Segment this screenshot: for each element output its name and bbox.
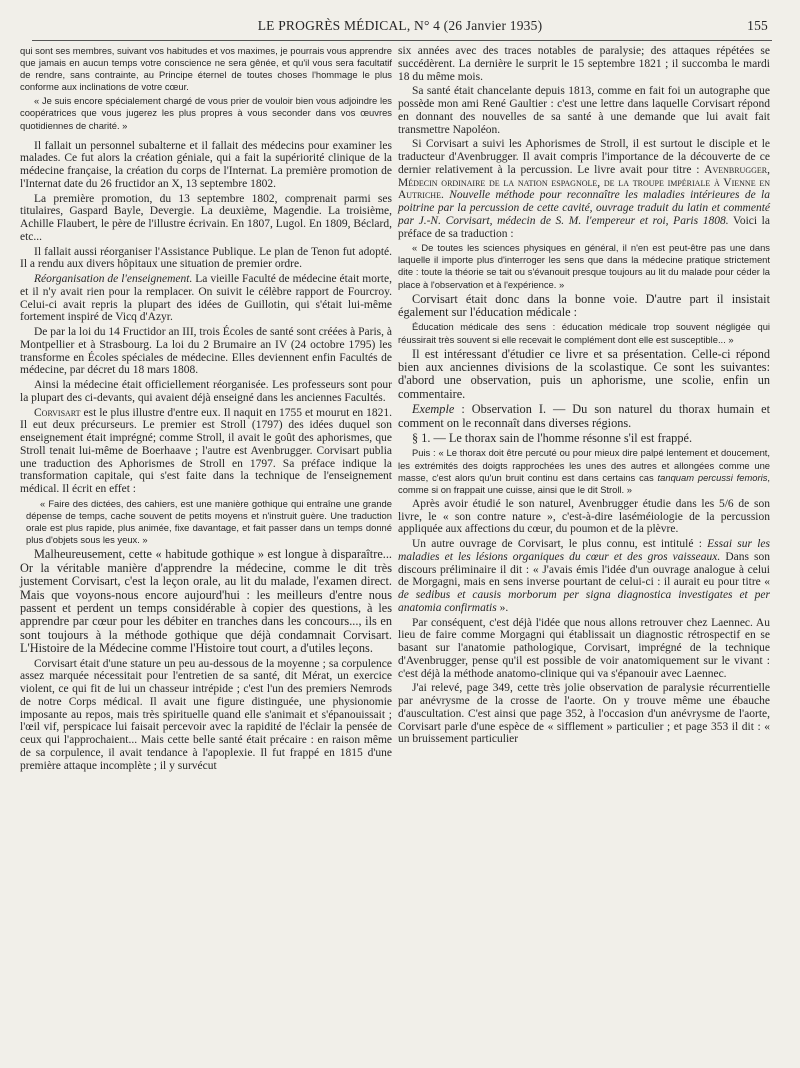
paragraph-exemple: Exemple : Observation I. — Du son naturel du thorax humain et comment on le reconnaît dans diverses régions. (398, 402, 770, 430)
section-heading: Réorganisation de l'enseignement. (34, 273, 193, 286)
right-column (398, 45, 770, 748)
paragraph-autographe: Sa santé était chancelante depuis 1813, comme en fait foi un autographe que possède mon ami René Gaultier : c'est une lettre dans laquelle Corvisart répond en donnant des nouvelles de sa santé à une demande que lui avait fait transmettre Napoléon. (398, 85, 770, 136)
paragraph-avenbrugger: Si Corvisart a suivi les Aphorismes de Stroll, il est surtout le disciple et le traducteur d'Avenbrugger. Il avait compris l'importance de la découverte de ce dernier relativement à la percussion. Le livre avait pour titre : Avenbrugger, Médecin ordinaire de la nation espagnole, de la troupe impériale à Vienne en Autriche. Nouvelle méthode pour reconnaître les maladies intérieures de la poitrine par la percussion de cette cavité, ouvrage traduit du latin et commenté par J.-N. Corvisart, médecin de S. M. l'empereur et roi, Paris 1808. Voici la préface de sa traduction : (398, 138, 770, 240)
book-title: Nouvelle méthode pour reconnaître les maladies intérieures de la poitrine par la percussion de cette cavité, ouvrage traduit du latin et commenté par J.-N. Corvisart, médecin de S. M. l'empereur et roi, Paris 1808. (398, 189, 770, 227)
paragraph-internat: Il fallait un personnel subalterne et il fallait des médecins pour examiner les malades. Ce fut alors la création géniale, qui a fait la supériorité clinique de la médecine française, la création du corps de l'Internat. La première promotion de l'Internat date du 26 fructidor an X, 13 septembre 1802. (20, 139, 392, 190)
header-rule (32, 40, 772, 41)
paragraph-last-years: six années avec des traces notables de paralysie; des attaques répétées se succédèrent. La dernière le surprit le 15 septembre 1821 ; il succomba le mardi 18 du même mois. (398, 45, 770, 83)
name-corvisart: Corvisart (34, 406, 81, 419)
paragraph-ecoles-de-sante: De par la loi du 14 Fructidor an III, trois Écoles de santé sont créées à Paris, à Montpellier et à Strasbourg. La loi du 2 Brumaire an IV (24 octobre 1795) les transforme en Écoles spéciales de médecine. Elles deviennent enfin Facultés de médecine, par décret du 18 mars 1808. (20, 326, 392, 377)
paragraph-corvisart: Corvisart est le plus illustre d'entre eux. Il naquit en 1755 et mourut en 1821. Il eut deux précurseurs. Le premier est Stroll (1797) des idées duquel son enseignement était imprégné; comme Stroll, il avait le goût des aphorismes, que Stroll tenait lui-même de Boerhaave ; l'autre est Avenbrugger. Corvisart publia une traduction des Aphorismes de Stroll en 1797. Sa préface indique la transformation capitale, qui s'est faite dans la technique de l'enseignement médical. Il écrit en effet : (20, 406, 392, 496)
paragraph-promotions: La première promotion, du 13 septembre 1802, comprenait parmi ses titulaires, Gaspard Bayle, Devergie. La deuxième, Magendie. La troisième, Achille Flaubert, le père de l'illustre écrivain. En 1807, Lugol. En 1809, Béclard, etc... (20, 192, 392, 243)
paragraph-observation-349: J'ai relevé, page 349, cette très jolie observation de paralysie récurrentielle par anévrysme de la crosse de l'aorte. On y trouve même une ébauche d'auscultation. C'est ainsi que page 352, à l'occasion d'un anévrysme de l'aorte, Corvisart parle d'une espèce de « sifflement » particulier ; et page 353 il dit : « un bruissement particulier (398, 682, 770, 746)
paragraph-laennec: Par conséquent, c'est déjà l'idée que nous allons retrouver chez Laennec. Au lieu de faire comme Morgagni qui établissait un diagnostic rétrospectif en se basant sur l'anatomie pathologique, Corvisart, imprégné de la technique d'Avenbrugger, pense qu'il est possible de voir anatomiquement sur le vivant : c'est déjà la méthode anatomo-clinique qui va s'épanouir avec Laennec. (398, 616, 770, 680)
paragraph-essai: Un autre ouvrage de Corvisart, le plus connu, est intitulé : Essai sur les maladies et les lésions organiques du cœur et des gros vaisseaux. Dans son discours préliminaire il dit : « J'avais émis l'idée d'un ouvrage analogue à celui de Morgagni, mais en sens inverse pourtant de celui-ci : il aurait eu pour titre « de sedibus et causis morborum per signa diagnostica investigates et per anatomia confirmatis ». (398, 538, 770, 614)
left-column (20, 45, 392, 774)
letter-quote-end: qui sont ses membres, suivant vos habitudes et vos maximes, je pourrais vous apprendre que jamais en aucun temps votre conscience ne sera gênée, et qu'il vous sera facultatif de rendre, sans contrainte, au Principe éternel de toutes choses l'hommage le plus conforme aux inclinations de votre cœur. (20, 45, 392, 93)
quote-dictees: « Faire des dictées, des cahiers, est une manière gothique qui entraîne une grande dépense de temps, cache souvent de petits moyens et n'instruit guère. Une traduction orale est plus rapide, plus animée, fixe davantage, et fait passer dans un temps donné plus d'objets sous les yeux. » (26, 497, 392, 546)
quote-percussion: Puis : « Le thorax doit être percuté ou pour mieux dire palpé lentement et doucement, les extrémités des doigts rapprochées les unes des autres et allongées comme une masse, c'est alors qu'un bruit continu est dans certains cas tanquam percussi femoris, comme si on frappait une cuisse, ainsi que le dit Stroll. » (398, 447, 770, 495)
paragraph-assistance-publique: Il fallait aussi réorganiser l'Assistance Publique. Le plan de Tenon fut adopté. Il a rendu aux divers hôpitaux une situation de premier ordre. (20, 245, 392, 271)
paragraph-presentation: Il est intéressant d'étudier ce livre et sa présentation. Celle-ci répond bien aux anciennes divisions de la scolastique. Ce sont les suivantes: d'abord une observation, puis un aphorisme, une scolie, enfin un commentaire. (398, 346, 770, 401)
paragraph-thorax: § 1. — Le thorax sain de l'homme résonne s'il est frappé. (412, 431, 693, 446)
paragraph-portrait: Corvisart était d'une stature un peu au-dessous de la moyenne ; sa corpulence assez marquée nécessitait pour l'entretien de sa santé, dit Mérat, un exercice violent, ce qui fit de lui un chasseur intrépide ; c'est l'un des premiers Nemrods de notre Corps médical. Il avait une figure distinguée, une physionomie imposante au repos, mais très spirituelle quand elle s'animait et s'épanouissait ; l'œil vif, perspicace lui faisait percevoir avec la rapidité de l'éclair la pensée de ceux qui l'approchaient... Mais cette belle santé était précaire : en raison même de sa corpulence, il avait tendance à l'apoplexie. Il fut frappé en 1815 d'une première attaque incomplète ; il y survécut (20, 657, 392, 772)
page-number: 155 (747, 18, 768, 33)
journal-title: LE PROGRÈS MÉDICAL, N° 4 (26 Janvier 1935) (257, 18, 543, 33)
paragraph-bonne-voie: Corvisart était donc dans la bonne voie. D'autre part il insistait également sur l'éducation médicale : (398, 291, 770, 320)
paragraph-son-naturel: Après avoir étudié le son naturel, Avenbrugger étudie dans les 5/6 de son livre, le « son contre nature », c'est-à-dire laséméiologie de la percussion appliquée aux affections du cœur, du poumon et de la plèvre. (398, 497, 770, 536)
letter-quote-charity: « Je suis encore spécialement chargé de vous prier de vouloir bien vous adjoindre les coopératrices que vous jugerez les plus propres à vous seconder dans vos œuvres quotidiennes de charité. » (20, 95, 392, 131)
quote-education-sens: Éducation médicale des sens : éducation médicale trop souvent négligée qui réussirait très souvent si elle recevait le complément dont elle est susceptible... » (398, 321, 770, 345)
paragraph-habitude-gothique: Malheureusement, cette « habitude gothique » est longue à disparaître... Or la véritable manière d'apprendre la médecine, comme le dit très justement Corvisart, c'est la leçon orale, au lit du malade, l'examen direct. Mais que voyons-nous encore aujourd'hui : les meilleurs d'entre nous passent et perdent un temps considérable à copier des questions, à les apprendre par cœur pour les débiter en tranches dans les concours..., ils en sont toujours à la méthode gothique que déjà condamnait Corvisart. L'Histoire de la Médecine comme l'Histoire tout court, a d'utiles leçons. (20, 547, 392, 656)
paragraph-reorganisation: Réorganisation de l'enseignement. La vieille Faculté de médecine était morte, et il n'y avait rien pour la remplacer. On suivit le célèbre rapport de Fourcroy. Celui-ci avait repris la plupart des idées de Guillotin, qui s'était lui-même fortement inspiré de Vicq d'Azyr. (20, 273, 392, 324)
quote-preface: « De toutes les sciences physiques en général, il n'en est peut-être pas une dans laquelle il importe plus d'interroger les sens que dans la médecine pratique strictement dite : toute la théorie se tait ou s'évanouit presque toujours au lit du malade pour céder la place à l'observation et à l'expérience. » (398, 242, 770, 290)
running-header (0, 18, 800, 40)
paragraph-professeurs: Ainsi la médecine était officiellement réorganisée. Les professeurs sont pour la plupart des ci-devants, qui avaient déjà enseigné dans les anciennes Facultés. (20, 379, 392, 404)
